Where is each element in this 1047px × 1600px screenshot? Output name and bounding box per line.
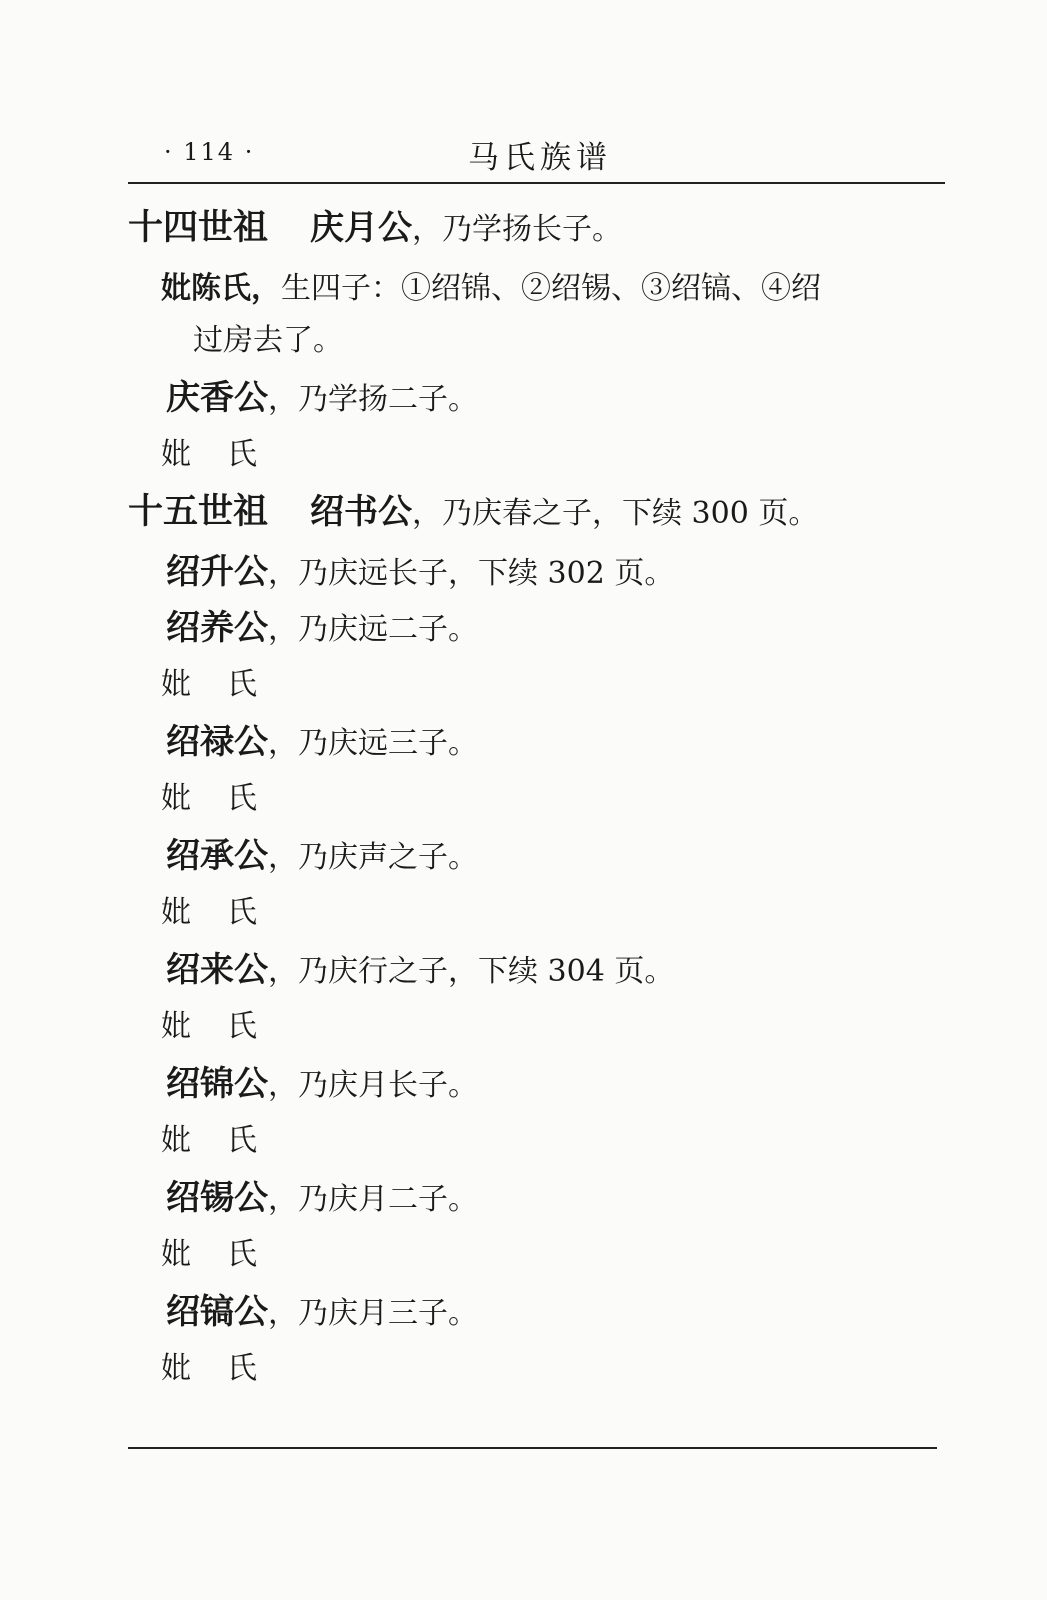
wife-label: 妣陈氏， [161,271,281,306]
wife-suffix: 氏 [227,1009,257,1044]
ancestor-entry [166,1178,478,1220]
wife-prefix: 妣 [161,1009,191,1044]
entry-text: 生四子：①绍锦、②绍锡、③绍镐、④绍 [281,271,821,306]
entry-text: ，乃庆声之子。 [268,840,478,875]
wife-suffix: 氏 [227,667,257,702]
ancestor-entry [166,836,478,878]
generation-entry [128,208,622,250]
entry-text: ，乃庆远长子，下续 302 页。 [268,556,675,591]
wife-suffix: 氏 [227,437,257,472]
ancestor-name: 庆香公 [166,378,268,418]
entry-text: 过房去了。 [193,323,343,358]
ancestor-name: 绍升公 [166,552,268,592]
wife-suffix: 氏 [227,1351,257,1386]
ancestor-name: 绍书公 [310,492,413,532]
wife-prefix: 妣 [161,895,191,930]
ancestor-name: 绍锡公 [166,1178,268,1218]
wife-line [161,664,257,705]
wife-line [161,434,257,475]
entry-text: ，乃学扬长子。 [412,212,623,247]
generation-entry [128,492,818,534]
page-number: · 114 · [164,138,255,166]
wife-prefix: 妣 [161,1351,191,1386]
wife-suffix: 氏 [227,895,257,930]
generation-label: 十四世祖 [128,208,269,248]
wife-prefix: 妣 [161,781,191,816]
entry-text: ，乃学扬二子。 [268,382,478,417]
continuation-line [193,320,343,361]
ancestor-name: 绍镐公 [166,1292,268,1332]
wife-prefix: 妣 [161,1237,191,1272]
wife-line [161,892,257,933]
wife-entry [161,268,821,309]
wife-line [161,778,257,819]
entry-text: ，乃庆月长子。 [268,1068,478,1103]
page-header [128,128,945,180]
wife-line [161,1234,257,1275]
ancestor-name: 绍锦公 [166,1064,268,1104]
ancestor-name: 绍来公 [166,950,268,990]
entry-text: ，乃庆月二子。 [268,1182,478,1217]
wife-suffix: 氏 [227,781,257,816]
ancestor-name: 绍禄公 [166,722,268,762]
generation-label: 十五世祖 [128,492,269,532]
entry-text: ，乃庆月三子。 [268,1296,478,1331]
footer-rule [128,1447,937,1449]
ancestor-name: 庆月公 [310,208,413,248]
ancestor-entry [166,608,478,650]
wife-suffix: 氏 [227,1123,257,1158]
ancestor-entry [166,1292,478,1334]
entry-text: ，乃庆远三子。 [268,726,478,761]
wife-line [161,1006,257,1047]
ancestor-entry [166,950,674,992]
wife-line [161,1348,257,1389]
wife-line [161,1120,257,1161]
wife-prefix: 妣 [161,667,191,702]
wife-prefix: 妣 [161,1123,191,1158]
wife-prefix: 妣 [161,437,191,472]
ancestor-entry [166,722,478,764]
wife-suffix: 氏 [227,1237,257,1272]
book-title: 马氏族谱 [468,140,612,176]
entry-text: ，乃庆春之子，下续 300 页。 [412,496,819,531]
entry-text: ，乃庆行之子，下续 304 页。 [268,954,675,989]
ancestor-entry [166,1064,478,1106]
ancestor-entry [166,378,478,420]
ancestor-entry [166,552,674,594]
entry-text: ，乃庆远二子。 [268,612,478,647]
header-rule [128,182,945,184]
ancestor-name: 绍养公 [166,608,268,648]
ancestor-name: 绍承公 [166,836,268,876]
